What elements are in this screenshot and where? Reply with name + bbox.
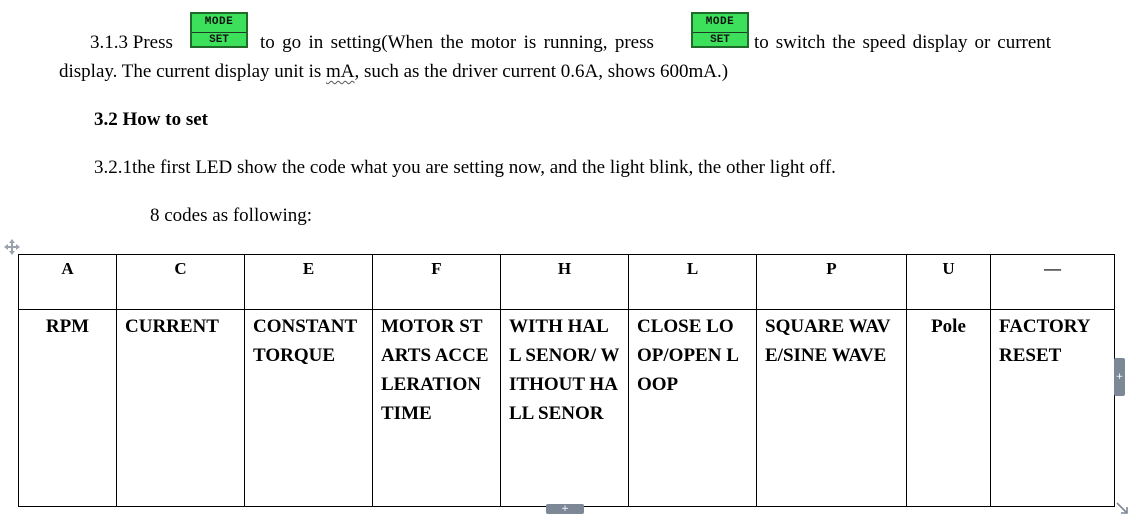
plus-icon[interactable]: + (546, 504, 584, 514)
codes-table (18, 254, 1115, 507)
table-cell: Pole (907, 310, 991, 507)
mode-label: MODE (204, 16, 234, 28)
codes-intro: 8 codes as following: (150, 205, 313, 226)
table-cell: RPM (19, 310, 117, 507)
plus-icon[interactable]: + (1114, 358, 1125, 396)
header-cell: L (629, 255, 757, 310)
unit-ma: mA (326, 61, 355, 82)
header-cell: A (19, 255, 117, 310)
set-label: SET (693, 32, 747, 47)
para-313-line2-b: , such as the driver current 0.6A, shows 600mA.) (354, 61, 729, 82)
para-321: 3.2.1the first LED show the code what you are setting now, and the light blink, the other light off. (94, 157, 836, 178)
para-313-line2 (59, 61, 728, 83)
header-cell: E (245, 255, 373, 310)
mode-set-button-2 (691, 12, 749, 48)
para-313-part1: 3.1.3 Press (90, 32, 173, 53)
table-cell: CONSTANT TORQUE (245, 310, 373, 507)
table-cell: CLOSE LOOP/OPEN LOOP (629, 310, 757, 507)
header-cell: C (117, 255, 245, 310)
set-label: SET (192, 32, 246, 47)
header-cell: P (757, 255, 907, 310)
para-313-part2: to go in setting(When the motor is running, press (260, 32, 654, 53)
header-cell: — (991, 255, 1115, 310)
resize-icon[interactable] (1116, 502, 1128, 514)
table-row (19, 310, 1115, 507)
table-cell: CURRENT (117, 310, 245, 507)
mode-set-button-1 (190, 12, 248, 48)
para-313-line2-a: display. The current display unit is (59, 61, 327, 82)
table-cell: MOTOR STARTS ACCELERATION TIME (373, 310, 501, 507)
header-cell: U (907, 255, 991, 310)
table-cell: FACTORY RESET (991, 310, 1115, 507)
section-heading: 3.2 How to set (94, 109, 208, 130)
table-cell: WITH HALL SENOR/ WITHOUT HALL SENOR (501, 310, 629, 507)
header-cell: H (501, 255, 629, 310)
table-header-row (19, 255, 1115, 310)
mode-label: MODE (705, 16, 735, 28)
para-313-part3: to switch the speed display or current (754, 32, 1052, 53)
header-cell: F (373, 255, 501, 310)
table-cell: SQUARE WAVE/SINE WAVE (757, 310, 907, 507)
